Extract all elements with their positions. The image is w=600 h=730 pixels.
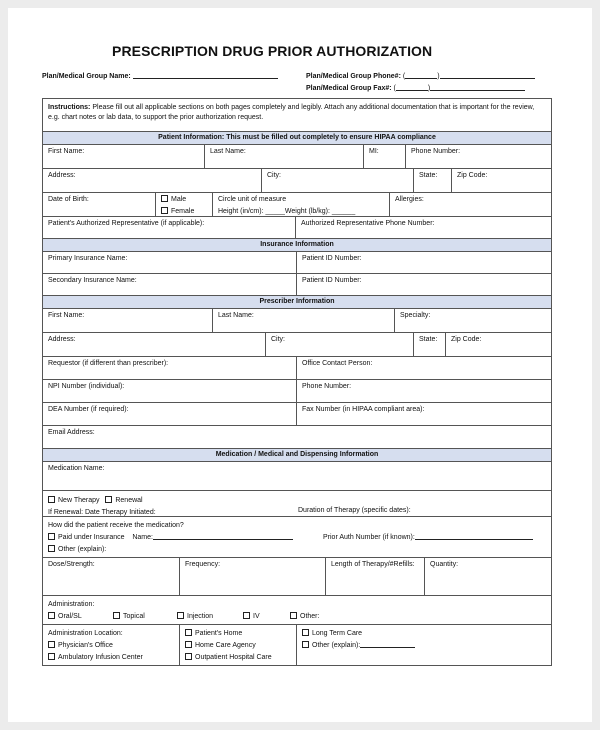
insurance-name-label: Name: (132, 534, 153, 541)
patients-home-checkbox[interactable] (185, 629, 192, 636)
prescriber-state-field[interactable] (414, 333, 446, 356)
plan-phone-field[interactable]: Plan/Medical Group Phone#: ( ) (306, 71, 535, 80)
dea-field[interactable] (43, 403, 297, 425)
patient-allergies-label: Allergies: (395, 196, 424, 203)
patient-phone-label: Phone Number: (411, 148, 461, 155)
patient-mi-field[interactable] (364, 145, 406, 168)
plan-phone-label: Plan/Medical Group Phone#: (306, 73, 401, 80)
patient-rep-phone-label: Authorized Representative Phone Number: (301, 220, 435, 227)
email-label: Email Address: (48, 429, 95, 436)
prior-auth-label: Prior Auth Number (if known): (323, 534, 415, 541)
frequency-field[interactable] (180, 558, 326, 595)
patient-last-name-label: Last Name: (210, 148, 246, 155)
ambulatory-option[interactable] (48, 652, 174, 664)
circle-unit-label: Circle unit of measure (218, 196, 287, 203)
injection-label: Injection (187, 613, 214, 620)
plan-fax-label: Plan/Medical Group Fax#: (306, 85, 392, 92)
paid-insurance-checkbox[interactable] (48, 533, 55, 540)
secondary-insurance-label: Secondary Insurance Name: (48, 277, 137, 284)
duration-field[interactable] (298, 507, 411, 514)
dose-label: Dose/Strength: (48, 561, 95, 568)
patient-rep-field[interactable] (43, 217, 296, 238)
admin-other-option[interactable] (290, 611, 319, 623)
prescriber-first-name-field[interactable] (43, 309, 213, 332)
patient-state-label: State: (419, 172, 438, 179)
physician-office-checkbox[interactable] (48, 641, 55, 648)
medication-name-label: Medication Name: (48, 465, 105, 472)
office-contact-field[interactable] (297, 357, 551, 379)
patient-dob-label: Date of Birth: (48, 196, 89, 203)
patient-allergies-field[interactable] (390, 193, 551, 216)
prescriber-phone-label: Phone Number: (302, 383, 352, 390)
patients-home-option[interactable] (185, 628, 291, 640)
iv-label: IV (253, 613, 260, 620)
plan-name-line[interactable] (133, 71, 278, 79)
location-col-2 (180, 625, 297, 665)
renewal-date-label: If Renewal: Date Therapy Initiated: (48, 509, 156, 516)
duration-label: Duration of Therapy (specific dates): (298, 507, 411, 514)
prescriber-first-name-label: First Name: (48, 312, 85, 319)
plan-phone-area-line[interactable] (405, 71, 437, 79)
prior-auth-line[interactable] (415, 532, 533, 540)
location-other-line[interactable] (360, 640, 415, 648)
patient-first-name-field[interactable] (43, 145, 205, 168)
prescriber-last-name-field[interactable] (213, 309, 395, 332)
insurance-section-header: Insurance Information (43, 239, 551, 252)
renewal-label: Renewal (115, 497, 143, 504)
npi-label: NPI Number (individual): (48, 383, 125, 390)
dose-field[interactable] (43, 558, 180, 595)
instructions-label: Instructions: (48, 104, 91, 111)
location-col-3 (297, 625, 551, 665)
patient-state-field[interactable] (414, 169, 452, 192)
quantity-label: Quantity: (430, 561, 459, 568)
oral-option[interactable] (48, 611, 82, 623)
prescriber-address-label: Address: (48, 336, 76, 343)
authorization-form (42, 98, 552, 666)
prescriber-specialty-field[interactable] (395, 309, 551, 332)
prescriber-zip-field[interactable] (446, 333, 551, 356)
plan-fax-field[interactable]: Plan/Medical Group Fax#: ( ) (306, 83, 525, 92)
home-care-option[interactable] (185, 640, 291, 652)
home-care-checkbox[interactable] (185, 641, 192, 648)
paid-insurance-label: Paid under Insurance (58, 534, 125, 541)
email-field[interactable] (43, 426, 551, 448)
topical-label: Topical (123, 613, 145, 620)
plan-name-label: Plan/Medical Group Name: (42, 73, 131, 80)
patient-first-name-label: First Name: (48, 148, 85, 155)
outpatient-option[interactable] (185, 652, 291, 664)
topical-option[interactable] (113, 611, 145, 623)
female-label: Female (171, 208, 195, 215)
male-label: Male (171, 196, 187, 203)
male-checkbox[interactable] (161, 195, 168, 202)
admin-other-checkbox[interactable] (290, 612, 297, 619)
plan-name-field[interactable] (42, 71, 278, 80)
page-title: PRESCRIPTION DRUG PRIOR AUTHORIZATION (112, 43, 433, 59)
insurance-name-line[interactable] (153, 532, 293, 540)
admin-location-label: Administration Location: (48, 630, 123, 637)
plan-fax-area-line[interactable] (396, 83, 428, 91)
female-option[interactable] (161, 206, 207, 216)
length-field[interactable] (326, 558, 425, 595)
medication-name-field[interactable] (43, 462, 551, 490)
prescriber-phone-field[interactable] (297, 380, 551, 402)
prescriber-last-name-label: Last Name: (218, 312, 254, 319)
medication-section-header: Medication / Medical and Dispensing Information (43, 449, 551, 462)
secondary-id-field[interactable] (297, 274, 551, 295)
patient-section-header: Patient Information: This must be filled out completely to ensure HIPAA compliance (43, 132, 551, 145)
patients-home-label: Patient's Home (195, 630, 243, 637)
injection-option[interactable] (177, 611, 213, 623)
patient-rep-phone-field[interactable] (296, 217, 551, 238)
injection-checkbox[interactable] (177, 612, 184, 619)
frequency-label: Frequency: (185, 561, 221, 568)
long-term-checkbox[interactable] (302, 629, 309, 636)
patient-address-label: Address: (48, 172, 76, 179)
admin-other-label: Other: (300, 613, 320, 620)
primary-id-label: Patient ID Number: (302, 255, 362, 262)
plan-fax-line[interactable] (430, 83, 525, 91)
renewal-checkbox[interactable] (105, 496, 112, 503)
instructions (43, 99, 551, 132)
outpatient-checkbox[interactable] (185, 653, 192, 660)
plan-phone-line[interactable] (440, 71, 535, 79)
iv-checkbox[interactable] (243, 612, 250, 619)
new-therapy-option[interactable] (48, 497, 100, 504)
new-therapy-label: New Therapy (58, 497, 100, 504)
payment-block (43, 517, 551, 557)
prescriber-state-label: State: (419, 336, 438, 343)
patient-phone-field[interactable] (406, 145, 551, 168)
how-paid-label: How did the patient receive the medication? (48, 522, 184, 529)
oral-checkbox[interactable] (48, 612, 55, 619)
administration-label: Administration: (48, 601, 95, 608)
dea-label: DEA Number (if required): (48, 406, 129, 413)
primary-id-field[interactable] (297, 252, 551, 273)
long-term-label: Long Term Care (312, 630, 363, 637)
long-term-option[interactable] (302, 628, 546, 640)
height-weight-label: Height (in/cm): _____Weight (lb/kg): ______ (218, 208, 356, 215)
patient-last-name-field[interactable] (205, 145, 364, 168)
oral-label: Oral/SL (58, 613, 82, 620)
physician-office-option[interactable] (48, 640, 174, 652)
prescriber-city-label: City: (271, 336, 285, 343)
patient-address-field[interactable] (43, 169, 262, 192)
requestor-label: Requestor (if different than prescriber): (48, 360, 169, 367)
female-checkbox[interactable] (161, 207, 168, 214)
ambulatory-label: Ambulatory Infusion Center (58, 654, 143, 661)
prior-auth-field[interactable] (323, 532, 533, 544)
location-col-1 (43, 625, 180, 665)
prescriber-specialty-label: Specialty: (400, 312, 431, 319)
location-other-option[interactable] (302, 640, 546, 652)
male-option[interactable] (161, 194, 207, 206)
npi-field[interactable] (43, 380, 297, 402)
patient-zip-field[interactable] (452, 169, 551, 192)
patient-city-label: City: (267, 172, 281, 179)
primary-insurance-field[interactable] (43, 252, 297, 273)
prescriber-section-header: Prescriber Information (43, 296, 551, 309)
secondary-id-label: Patient ID Number: (302, 277, 362, 284)
renewal-option[interactable] (105, 497, 142, 504)
prescriber-city-field[interactable] (266, 333, 414, 356)
therapy-type-block (43, 491, 551, 516)
patient-gender-field (156, 193, 213, 216)
primary-insurance-label: Primary Insurance Name: (48, 255, 128, 262)
outpatient-label: Outpatient Hospital Care (195, 654, 272, 661)
patient-zip-label: Zip Code: (457, 172, 488, 179)
office-contact-label: Office Contact Person: (302, 360, 373, 367)
ambulatory-checkbox[interactable] (48, 653, 55, 660)
prescriber-fax-label: Fax Number (in HIPAA compliant area): (302, 406, 425, 413)
prescriber-zip-label: Zip Code: (451, 336, 482, 343)
home-care-label: Home Care Agency (195, 642, 256, 649)
patient-mi-label: MI: (369, 148, 379, 155)
topical-checkbox[interactable] (113, 612, 120, 619)
patient-measurements-field[interactable] (213, 193, 390, 216)
paid-other-checkbox[interactable] (48, 545, 55, 552)
prescriber-address-field[interactable] (43, 333, 266, 356)
iv-option[interactable] (243, 611, 260, 623)
requestor-field[interactable] (43, 357, 297, 379)
new-therapy-checkbox[interactable] (48, 496, 55, 503)
renewal-date-field[interactable] (48, 507, 546, 516)
prescriber-fax-field[interactable] (297, 403, 551, 425)
administration-block (43, 596, 551, 624)
physician-office-label: Physician's Office (58, 642, 113, 649)
secondary-insurance-field[interactable] (43, 274, 297, 295)
length-label: Length of Therapy/#Refills: (331, 561, 415, 568)
location-other-checkbox[interactable] (302, 641, 309, 648)
paid-other-label: Other (explain): (58, 546, 107, 553)
instructions-text: Please fill out all applicable sections on both pages completely and legibly. Attach any additional documentation that is important for the review, e.g. chart notes or lab data, to support the prior authorization request. (48, 104, 535, 121)
patient-city-field[interactable] (262, 169, 414, 192)
quantity-field[interactable] (425, 558, 551, 595)
patient-rep-label: Patient's Authorized Representative (if applicable): (48, 220, 205, 227)
patient-dob-field[interactable] (43, 193, 156, 216)
paid-other-option[interactable] (48, 544, 546, 556)
location-other-label: Other (explain): (312, 642, 361, 649)
